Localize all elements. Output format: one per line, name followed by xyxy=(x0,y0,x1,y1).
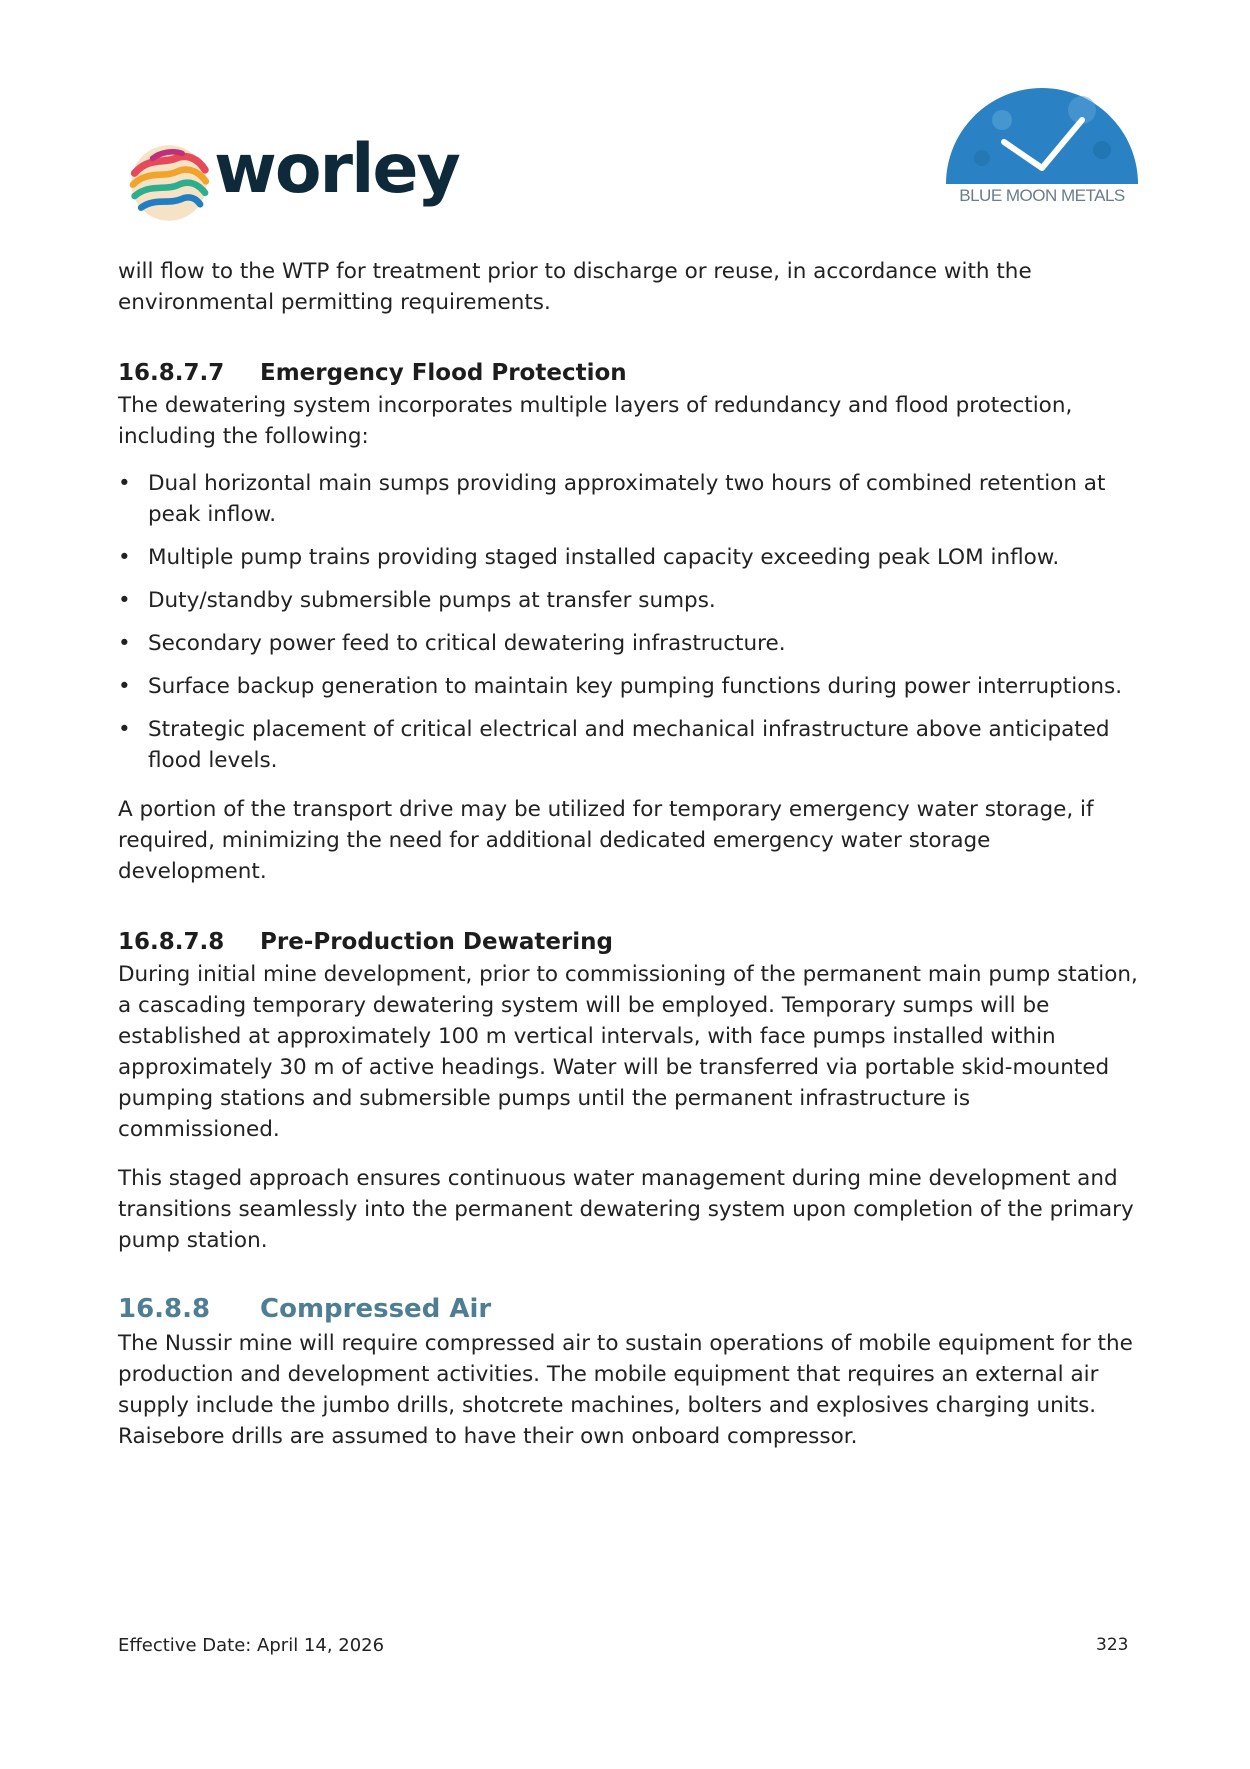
section-title: Compressed Air xyxy=(260,1294,492,1324)
list-item: • Dual horizontal main sumps providing approximately two hours of combined retention at peak inflow. xyxy=(118,468,1138,530)
main-content xyxy=(118,256,1138,1452)
heading-compressed-air xyxy=(118,1294,1138,1324)
pre-production-paragraph-2: This staged approach ensures continuous water management during mine development and transitions seamlessly into the permanent dewatering system upon completion of the primary pump station. xyxy=(118,1166,1134,1253)
emergency-closing-paragraph: A portion of the transport drive may be utilized for temporary emergency water storage, if required, minimizing the need for additional dedicated emergency water storage development. xyxy=(118,797,1094,884)
heading-pre-production-dewatering xyxy=(118,929,1138,955)
bullet-icon: • xyxy=(118,631,131,656)
bullet-icon: • xyxy=(118,674,131,699)
list-item: • Duty/standby submersible pumps at transfer sumps. xyxy=(118,585,1138,616)
section-number: 16.8.7.8 xyxy=(118,929,225,955)
list-item: • Secondary power feed to critical dewatering infrastructure. xyxy=(118,628,1138,659)
bullet-icon: • xyxy=(118,471,131,496)
list-item: • Multiple pump trains providing staged installed capacity exceeding peak LOM inflow. xyxy=(118,542,1138,573)
worley-logo xyxy=(128,130,468,226)
footer-effective-date: Effective Date: April 14, 2026 xyxy=(118,1635,385,1656)
bullet-icon: • xyxy=(118,545,131,570)
pre-production-paragraph-1: During initial mine development, prior to commissioning of the permanent main pump station, a cascading temporary dewatering system will be employed. Temporary sumps will be established at approximately 100 m vertical intervals, with face pumps installed within approximately 30 m of active headings. Water will be transferred via portable skid-mounted pumping stations and submersible pumps until the permanent infrastructure is commissioned. xyxy=(118,962,1138,1142)
section-number: 16.8.7.7 xyxy=(118,360,225,386)
list-item: • Surface backup generation to maintain key pumping functions during power interruptions. xyxy=(118,671,1138,702)
worley-wordmark: worley xyxy=(214,130,459,209)
emergency-intro-paragraph: The dewatering system incorporates multiple layers of redundancy and flood protection, including the following: xyxy=(118,393,1073,449)
section-title: Emergency Flood Protection xyxy=(260,360,627,386)
bullet-icon: • xyxy=(118,588,131,613)
section-title: Pre-Production Dewatering xyxy=(260,929,613,955)
list-item: • Strategic placement of critical electrical and mechanical infrastructure above anticipated flood levels. xyxy=(118,714,1138,776)
section-number: 16.8.8 xyxy=(118,1294,211,1324)
compressed-air-paragraph: The Nussir mine will require compressed air to sustain operations of mobile equipment for the production and development activities. The mobile equipment that requires an external air supply include the jumbo drills, shotcrete machines, bolters and explosives charging units. Raisebore drills are assumed to have their own onboard compressor. xyxy=(118,1331,1133,1449)
heading-emergency-flood-protection xyxy=(118,360,1138,386)
blue-moon-dome-logo-icon xyxy=(942,80,1142,184)
bullet-icon: • xyxy=(118,717,131,742)
blue-moon-metals-logo xyxy=(942,80,1142,210)
worley-swirl-logo-icon xyxy=(128,142,210,224)
footer-page-number: 323 xyxy=(1096,1635,1129,1655)
flood-protection-list xyxy=(118,468,1138,776)
intro-paragraph: will flow to the WTP for treatment prior to discharge or reuse, in accordance with the environmental permitting requirements. xyxy=(118,259,1032,315)
blue-moon-metals-wordmark: BLUE MOON METALS xyxy=(959,186,1125,205)
